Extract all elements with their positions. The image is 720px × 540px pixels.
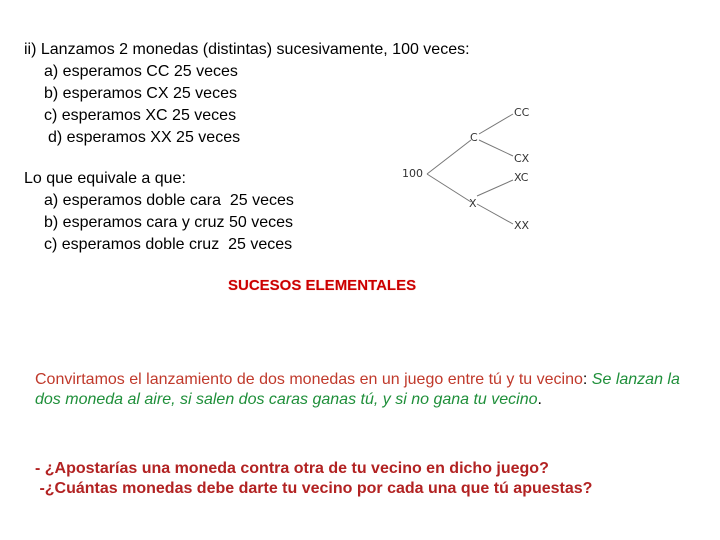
game-intro-text: Convirtamos el lanzamiento de dos monedas en un juego entre tú y tu vecino bbox=[35, 371, 583, 388]
question-1: - ¿Apostarías una moneda contra otra de tu vecino en dicho juego? bbox=[35, 460, 549, 477]
tree-branch-c-cc bbox=[479, 114, 513, 134]
tree-leaf-xx: XX bbox=[514, 219, 530, 232]
game-intro-colon: : bbox=[582, 371, 588, 388]
equivalence-block bbox=[24, 168, 294, 256]
tree-leaf-cx: CX bbox=[514, 152, 530, 165]
game-paragraph bbox=[35, 370, 695, 410]
section-heading: SUCESOS ELEMENTALES bbox=[228, 277, 417, 294]
tree-branch-x-xc bbox=[477, 180, 513, 196]
tree-branch-c-cx bbox=[479, 140, 513, 156]
tree-root-label: 100 bbox=[402, 167, 423, 180]
intro-item-c: c) esperamos XC 25 veces bbox=[44, 107, 237, 124]
tree-node-x: X bbox=[469, 197, 477, 210]
equivalence-item-c: c) esperamos doble cruz 25 veces bbox=[44, 236, 293, 253]
intro-item-a: a) esperamos CC 25 veces bbox=[44, 63, 238, 80]
tree-branch-root-c bbox=[427, 140, 471, 174]
question-2: -¿Cuántas monedas debe darte tu vecino por cada una que tú apuestas? bbox=[35, 480, 593, 497]
intro-item-d: d) esperamos XX 25 veces bbox=[48, 129, 241, 146]
equivalence-item-a: a) esperamos doble cara 25 veces bbox=[44, 192, 294, 209]
tree-node-c: C bbox=[470, 131, 478, 144]
questions-block bbox=[35, 459, 705, 499]
equivalence-item-b: b) esperamos cara y cruz 50 veces bbox=[44, 214, 293, 231]
tree-leaf-cc: CC bbox=[514, 106, 530, 119]
tree-leaf-xc: XC bbox=[514, 171, 529, 184]
game-rules-period: . bbox=[537, 391, 542, 408]
equivalence-title: Lo que equivale a que: bbox=[24, 170, 186, 187]
probability-tree-diagram bbox=[395, 96, 545, 236]
intro-item-b: b) esperamos CX 25 veces bbox=[44, 85, 237, 102]
game-rules-text: Se lanzan la dos moneda al aire, si salen dos caras ganas tú, y si no gana tu vecino bbox=[35, 371, 680, 408]
tree-branch-root-x bbox=[427, 174, 471, 202]
intro-title: ii) Lanzamos 2 monedas (distintas) sucesivamente, 100 veces: bbox=[24, 41, 470, 58]
tree-branch-x-xx bbox=[477, 204, 513, 224]
